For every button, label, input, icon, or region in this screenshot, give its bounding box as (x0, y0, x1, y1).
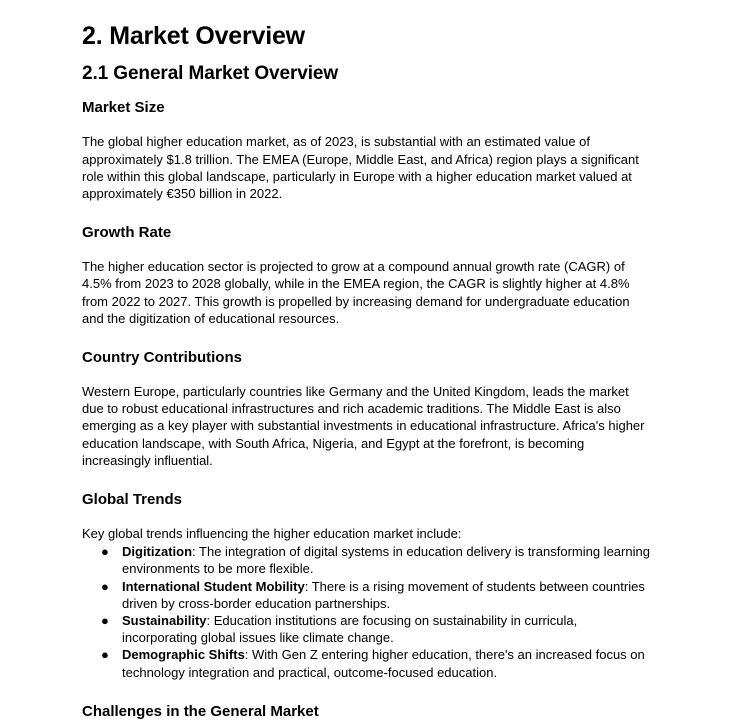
bullet-point-icon: ● (101, 544, 109, 560)
subsection-heading-growth-rate: Growth Rate (82, 224, 172, 242)
list-item-separator: : (304, 578, 312, 594)
subsection-heading-country-contributions: Country Contributions (82, 348, 242, 366)
subsection-heading-global-trends: Global Trends (82, 490, 183, 508)
subsection-heading-market-size: Market Size (82, 99, 165, 117)
list-item-text (122, 544, 650, 576)
paragraph-global-trends-intro: Key global trends influencing the higher education market include: (82, 525, 462, 541)
bullet-point-icon: ● (101, 612, 109, 628)
list-item-term: Sustainability (122, 612, 207, 628)
list-item (82, 646, 652, 680)
list-item-term: Demographic Shifts (122, 647, 245, 663)
section-heading-general-market-overview: 2.1 General Market Overview (82, 62, 339, 84)
list-item-term: Digitization (122, 544, 193, 560)
list-item-term: International Student Mobility (122, 578, 305, 594)
list-item-text (122, 579, 645, 611)
bullet-point-icon: ● (101, 578, 109, 594)
list-item-text (122, 613, 577, 645)
paragraph-growth-rate: The higher education sector is projected to grow at a compound annual growth rate (CAGR) of 4.5% from 2023 to 2028 globally, while in the EMEA region, the CAGR is slightly higher at 4.8% from 2022 to 2027. This growth is propelled by increasing demand for undergraduate education and the digitization of educational resources. (82, 259, 630, 326)
list-item-text (122, 647, 645, 679)
list-item-description: Education institutions are focusing on sustainability in curricula, incorporating global issues like climate change. (122, 612, 578, 646)
list-item-separator: : (206, 612, 214, 628)
list-item (82, 543, 652, 577)
list-item-separator: : (244, 647, 253, 663)
global-trends-list (82, 543, 652, 681)
list-item-separator: : (192, 544, 200, 560)
paragraph-country-contributions: Western Europe, particularly countries like Germany and the United Kingdom, leads the market due to robust educational infrastructures and rich academic traditions. The Middle East is also emerging as a key player with substantial investments in educational infrastructure. Africa's higher education landscape, with South Africa, Nigeria, and Egypt at the forefront, is becoming increasingly influential. (82, 383, 645, 468)
list-item-description: The integration of digital systems in education delivery is transforming learning environments to be more flexible. (122, 544, 650, 577)
list-item (82, 612, 652, 646)
bullet-point-icon: ● (101, 647, 109, 663)
list-item-description: There is a rising movement of students between countries driven by cross-border education partnerships. (122, 578, 645, 611)
paragraph-market-size: The global higher education market, as of 2023, is substantial with an estimated value of approximately $1.8 trillion. The EMEA (Europe, Middle East, and Africa) region plays a significant role within this global landscape, particularly in Europe with a higher education market valued at approximately €350 billion in 2022. (82, 134, 639, 201)
list-item-description: With Gen Z entering higher education, there's an increased focus on technology integration and practical, outcome-focused education. (122, 647, 645, 680)
subsection-heading-challenges: Challenges in the General Market (82, 702, 319, 720)
list-item (82, 578, 652, 612)
page-title: 2. Market Overview (82, 22, 305, 50)
